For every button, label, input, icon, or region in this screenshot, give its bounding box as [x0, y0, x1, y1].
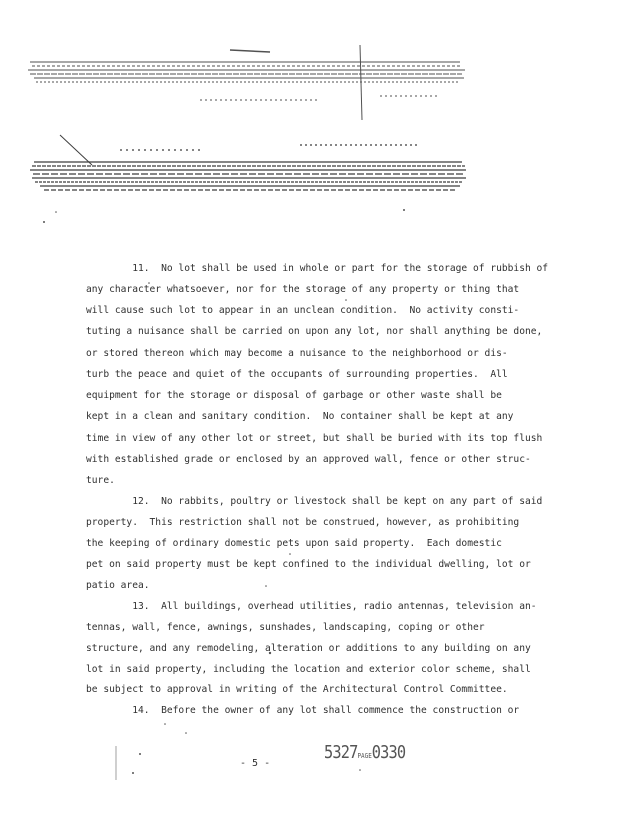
page-number: - 5 - — [240, 758, 271, 769]
text-line: property. This restriction shall not be construed, however, as prohibiting — [86, 517, 520, 528]
text-line: be subject to approval in writing of the Architectural Control Committee. — [86, 684, 508, 695]
text-line: turb the peace and quiet of the occupants of surrounding properties. All — [86, 369, 508, 380]
text-line: will cause such lot to appear in an unclean condition. No activity consti- — [86, 305, 520, 316]
text-line: with established grade or enclosed by an approved wall, fence or other struc- — [86, 454, 531, 465]
text-line: time in view of any other lot or street, but shall be buried with its top flush — [86, 433, 543, 444]
text-line: equipment for the storage or disposal of garbage or other waste shall be — [86, 390, 502, 401]
text-line: 11. No lot shall be used in whole or part for the storage of rubbish of — [86, 263, 549, 274]
stamp-label: PAGE — [357, 752, 372, 760]
text-line: 12. No rabbits, poultry or livestock shall be kept on any part of said — [86, 496, 543, 507]
stamp-number: 5327 — [324, 742, 358, 763]
text-line: structure, and any remodeling, alteration or additions to any building on any — [86, 643, 531, 654]
text-line: lot in said property, including the location and exterior color scheme, shall — [86, 664, 531, 675]
text-line: kept in a clean and sanitary condition. No container shall be kept at any — [86, 411, 514, 422]
stamp-page: 0330 — [371, 742, 406, 763]
text-line: pet on said property must be kept confined to the individual dwelling, lot or — [86, 559, 531, 570]
text-line: patio area. — [86, 580, 150, 591]
text-line: 14. Before the owner of any lot shall commence the construction or — [86, 705, 520, 716]
recording-stamp — [324, 742, 405, 763]
text-line: the keeping of ordinary domestic pets upon said property. Each domestic — [86, 538, 502, 549]
text-line: tennas, wall, fence, awnings, sunshades, landscaping, coping or other — [86, 622, 485, 633]
text-line: any character whatsoever, nor for the storage of any property or thing that — [86, 284, 520, 295]
text-line: tuting a nuisance shall be carried on upon any lot, nor shall anything be done, — [86, 326, 543, 337]
text-line: ture. — [86, 475, 115, 486]
text-line: or stored thereon which may become a nuisance to the neighborhood or dis- — [86, 348, 508, 359]
text-line: 13. All buildings, overhead utilities, radio antennas, television an- — [86, 601, 537, 612]
